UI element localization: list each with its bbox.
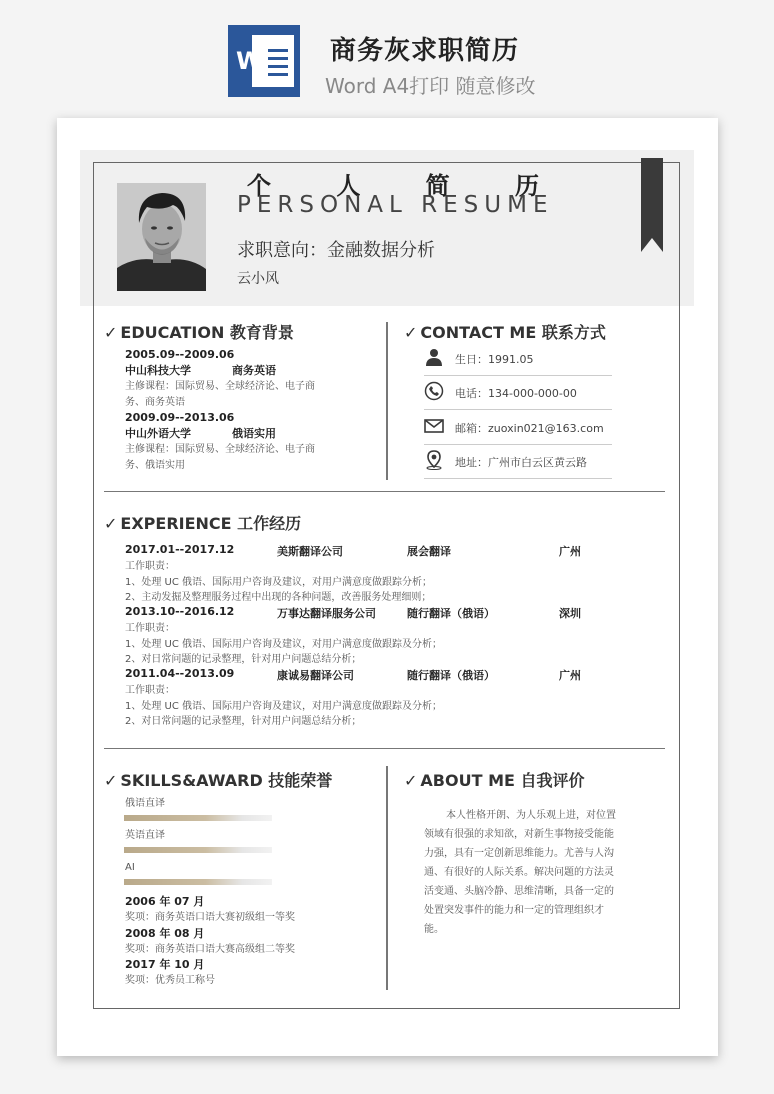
section-divider [104,491,665,492]
exp-city: 广州 [559,545,581,558]
edu-period: 2005.09--2009.06 [125,348,235,361]
contact-phone [424,378,612,410]
contact-text: 地址：广州市白云区黄云路 [455,456,587,469]
skill-label: AI [125,862,135,873]
edu-courses: 务、商务英语 [125,397,185,408]
exp-position: 展会翻译 [407,545,451,558]
candidate-name: 云小风 [237,271,279,287]
exp-duty-label: 工作职责： [125,685,175,696]
check-icon: ✓ [104,514,118,533]
contact-birthday [424,344,612,376]
mail-icon [424,416,444,436]
contact-text: 生日：1991.05 [455,353,534,366]
exp-period: 2017.01--2017.12 [125,543,235,556]
award-date: 2008 年 08 月 [125,927,205,940]
banner-subtitle: Word A4打印 随意修改 [325,74,536,98]
skills-title: SKILLS&AWARD 技能荣誉 [120,771,333,790]
edu-courses: 主修课程：国际贸易、全球经济论、电子商 [125,381,315,392]
exp-duty: 1、处理 UC 俄语、国际用户咨询及建议，对用户满意度做跟踪分析； [125,577,433,588]
contact-text: 邮箱：zuoxin021@163.com [455,422,604,435]
edu-courses: 务、俄语实用 [125,460,185,471]
exp-city: 广州 [559,669,581,682]
exp-duty: 1、处理 UC 俄语、国际用户咨询及建议，对用户满意度做跟踪及分析； [125,639,443,650]
bookmark-ribbon [641,158,663,252]
exp-duty: 2、主动发掘及整理服务过程中出现的各种问题，改善服务处理细则； [125,592,432,603]
education-heading [104,320,294,343]
experience-row [125,667,585,683]
award-date: 2017 年 10 月 [125,958,205,971]
edu-school: 中山科技大学 [125,364,191,377]
contact-email [424,413,612,445]
exp-duty-label: 工作职责： [125,623,175,634]
section-divider [104,748,665,749]
edu-major: 商务英语 [232,364,276,377]
title-char: 人 [336,172,361,200]
column-divider [386,766,388,990]
skill-bar [124,847,272,853]
contact-address [424,447,612,479]
skill-bar [124,879,272,885]
edu-courses: 主修课程：国际贸易、全球经济论、电子商 [125,444,315,455]
check-icon: ✓ [404,771,418,790]
exp-period: 2013.10--2016.12 [125,605,235,618]
award-desc: 奖项：优秀员工称号 [125,975,215,986]
location-icon [424,450,444,470]
edu-school: 中山外语大学 [125,427,191,440]
exp-duty: 2、对日常问题的记录整理，针对用户问题总结分析； [125,716,362,727]
profile-photo [117,183,206,291]
word-letter: W [236,47,263,75]
check-icon: ✓ [104,323,118,342]
resume-title-en: PERSONAL RESUME [237,192,554,218]
contact-heading [404,320,606,343]
exp-city: 深圳 [559,607,581,620]
title-char: 个 [247,172,271,200]
about-text: 本人性格开朗、为人乐观上进，对位置领域有很强的求知欲，对新生事物接受能能力强，具有一定创新思维能力。尤善与人沟通、有很好的人际关系。解决问题的方法灵活变通、头脑冷静、思维清晰，具备一定的处置突发事件的能力和一定的管理组织才能。 [424,810,616,935]
skill-bar [124,815,272,821]
experience-row [125,605,585,621]
job-intention: 求职意向：金融数据分析 [237,240,435,261]
phone-icon [424,381,444,401]
check-icon: ✓ [404,323,418,342]
page-banner [0,0,774,110]
skill-label: 俄语直译 [125,798,165,809]
title-char: 简 [425,172,450,200]
contact-text: 电话：134-000-000-00 [455,387,577,400]
exp-company: 康诚易翻译公司 [277,669,354,682]
column-divider [386,322,388,480]
award-desc: 奖项：商务英语口语大赛初级组一等奖 [125,912,295,923]
person-icon [424,347,444,367]
word-icon [228,25,300,97]
exp-duty-label: 工作职责： [125,561,175,572]
title-char: 历 [514,172,539,200]
skills-heading [104,768,332,791]
contact-title: CONTACT ME 联系方式 [420,323,606,342]
education-title: EDUCATION 教育背景 [120,323,294,342]
award-date: 2006 年 07 月 [125,895,205,908]
exp-company: 美斯翻译公司 [277,545,343,558]
skill-label: 英语直译 [125,830,165,841]
check-icon: ✓ [104,771,118,790]
edu-period: 2009.09--2013.06 [125,411,235,424]
exp-position: 随行翻译（俄语） [407,607,495,620]
edu-major: 俄语实用 [232,427,276,440]
exp-company: 万事达翻译服务公司 [277,607,376,620]
exp-period: 2011.04--2013.09 [125,667,235,680]
banner-title: 商务灰求职简历 [330,36,520,66]
exp-duty: 1、处理 UC 俄语、国际用户咨询及建议，对用户满意度做跟踪及分析； [125,701,443,712]
exp-duty: 2、对日常问题的记录整理，针对用户问题总结分析； [125,654,362,665]
experience-heading [104,511,301,534]
award-desc: 奖项：商务英语口语大赛高级组二等奖 [125,944,295,955]
about-title: ABOUT ME 自我评价 [420,771,585,790]
exp-position: 随行翻译（俄语） [407,669,495,682]
experience-title: EXPERIENCE 工作经历 [120,514,302,533]
experience-row [125,543,585,559]
about-heading [404,768,585,791]
